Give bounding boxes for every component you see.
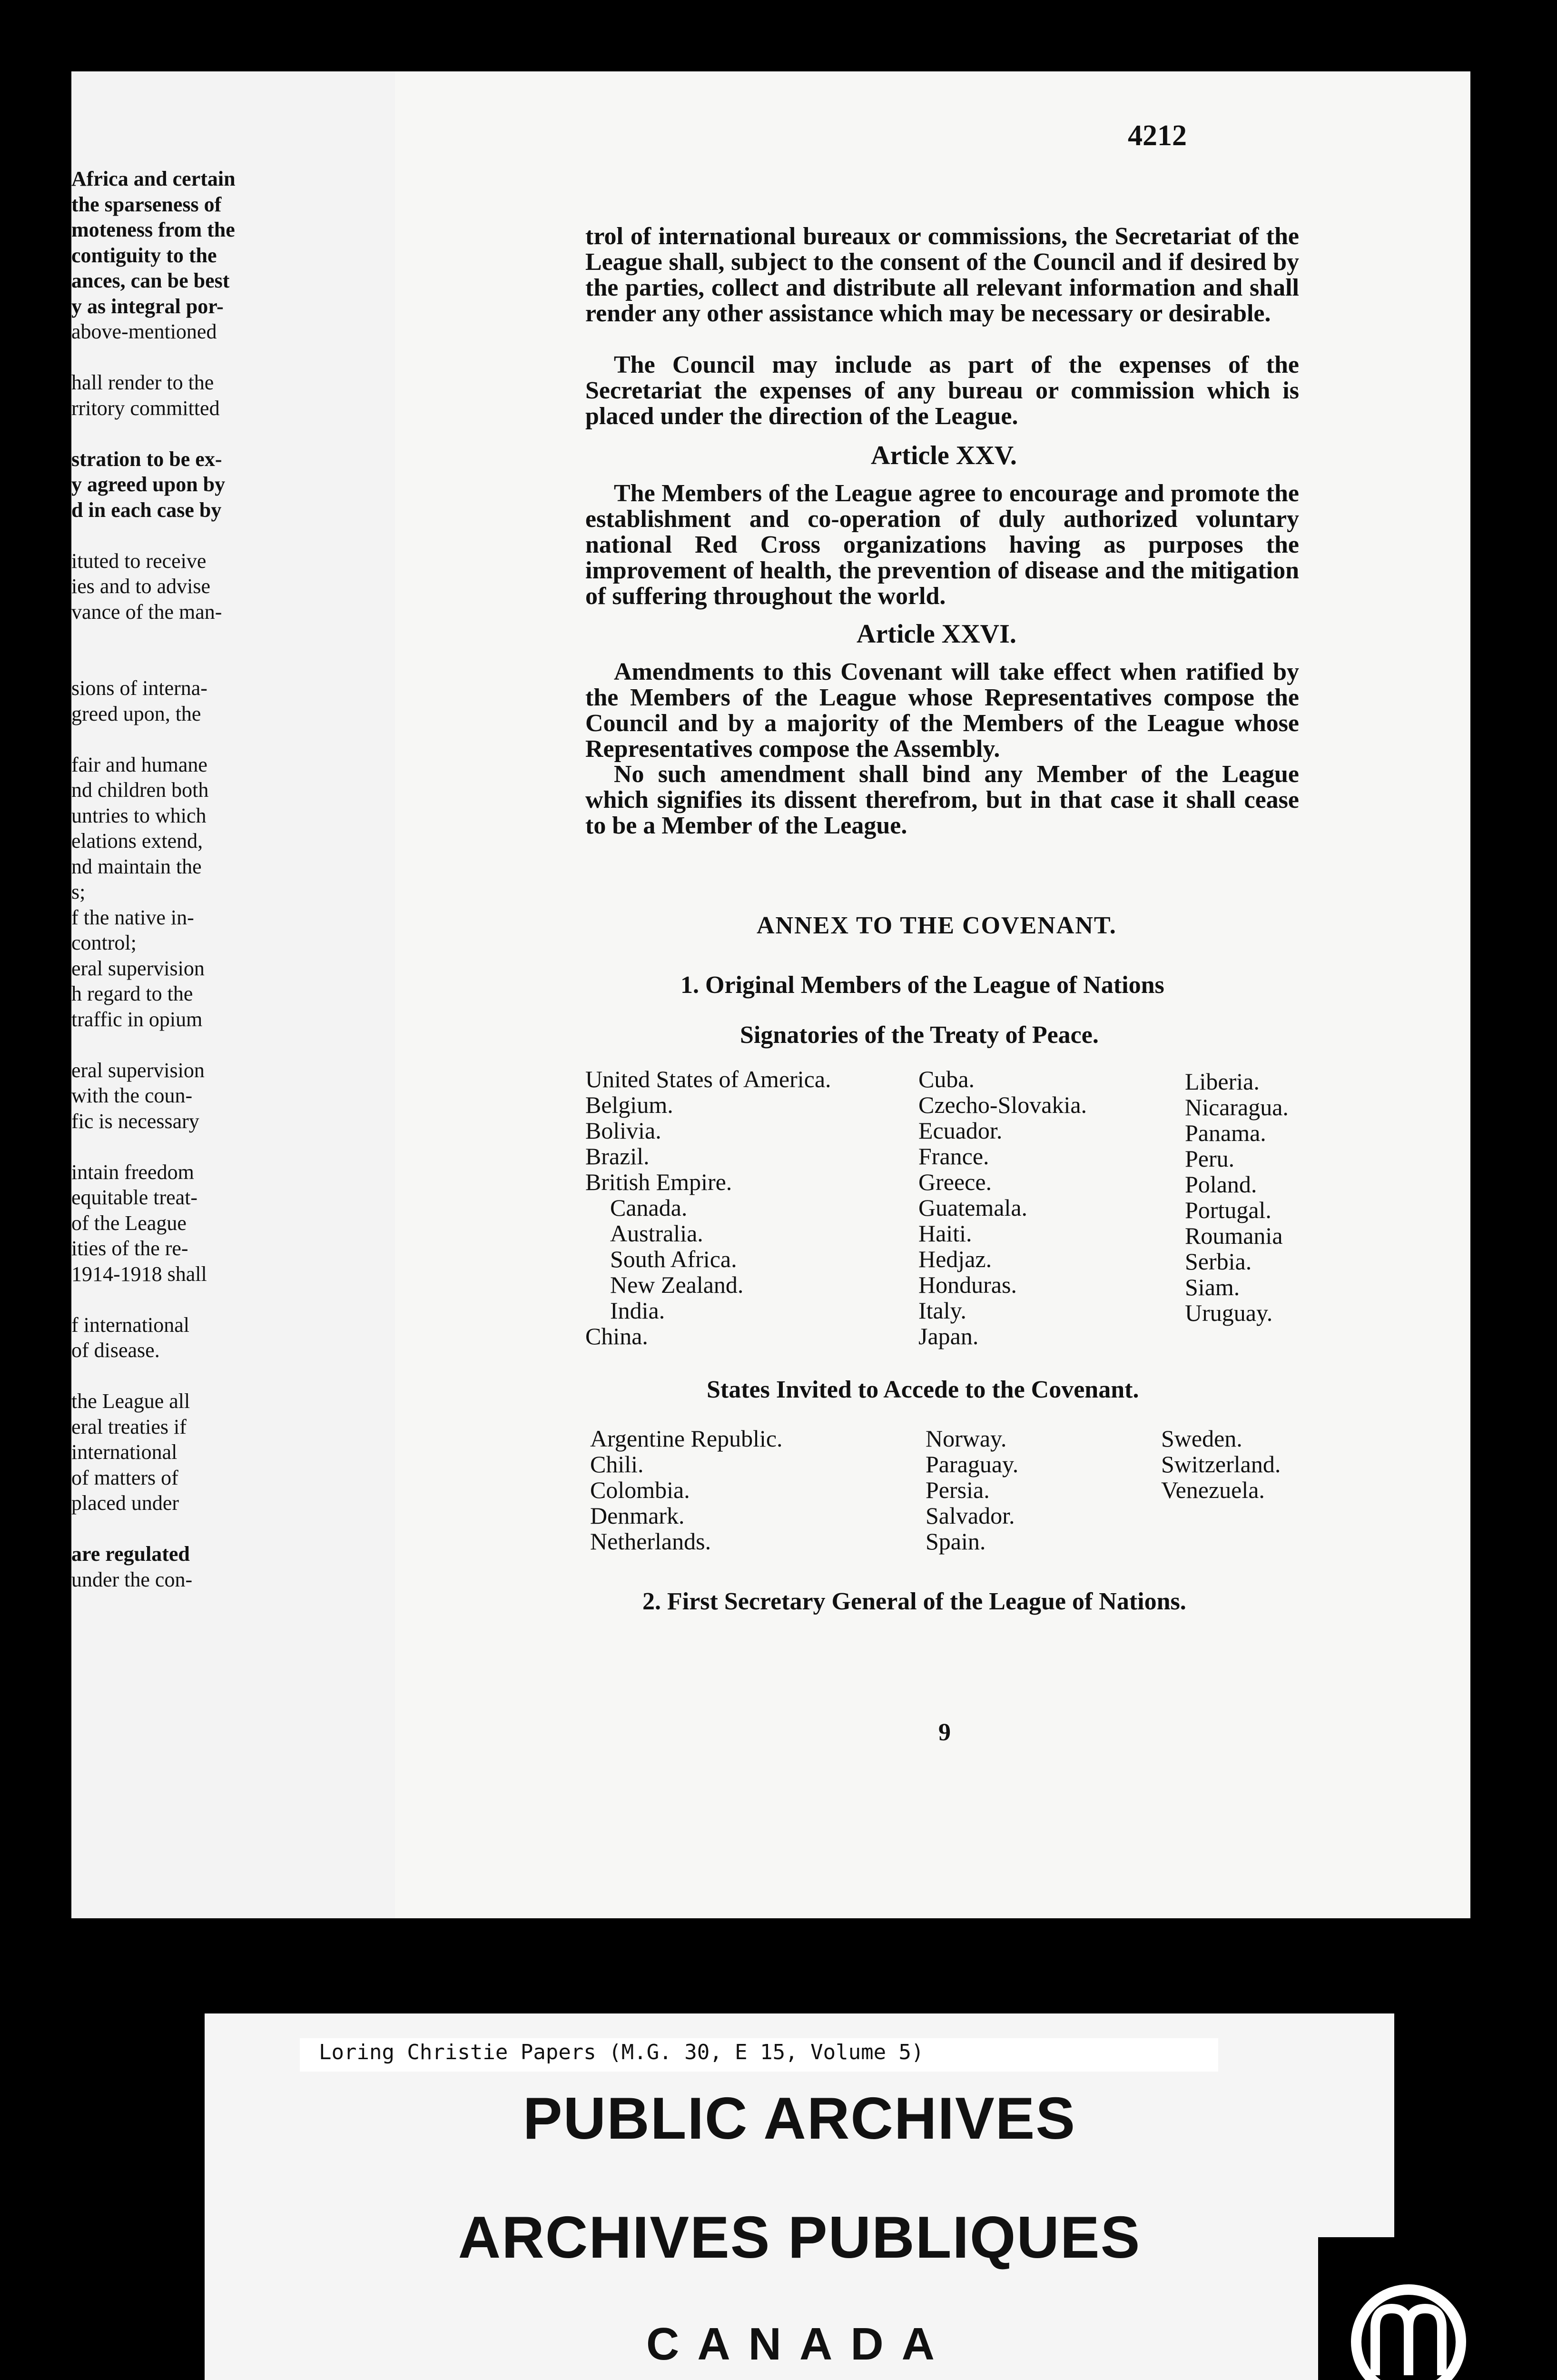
country-name: Portugal. [1185,1197,1271,1223]
country-name: Bolivia. [585,1117,661,1144]
left-page-line: stration to be ex- [71,447,222,471]
invited-column-2 [926,1426,1018,1554]
left-page-line: 1914-1918 shall [71,1262,207,1286]
stamp-title-french: ARCHIVES PUBLIQUES [458,2205,1141,2271]
left-page-line: greed upon, the [71,702,201,725]
country-name: India. [610,1297,665,1324]
page-number-bottom: 9 [938,1719,951,1746]
left-page-line: of the League [71,1211,187,1235]
country-name: Cuba. [918,1066,975,1092]
country-name: Netherlands. [590,1528,711,1555]
left-page-line: intain freedom [71,1160,194,1184]
signatories-heading: Signatories of the Treaty of Peace. [740,1021,1099,1049]
country-name: Siam. [1185,1274,1240,1300]
signatories-column-1 [585,1066,831,1349]
left-page-line: of disease. [71,1339,160,1362]
section-2-heading: 2. First Secretary General of the League of Nations. [642,1588,1186,1615]
country-name: Uruguay. [1185,1299,1273,1326]
left-page-line: are regulated [71,1542,190,1566]
country-name: Roumania [1185,1222,1283,1249]
left-page-line: contiguity to the [71,243,217,267]
left-page-line: f the native in- [71,905,194,929]
country-name: Japan. [918,1323,979,1349]
country-name: Panama. [1185,1120,1266,1146]
left-page-line: fic is necessary [71,1109,199,1133]
left-page-line: d in each case by [71,498,222,522]
collection-caption [300,2038,1218,2072]
left-page-line: of matters of [71,1466,178,1489]
left-page-line: rritory committed [71,396,220,420]
country-name: Salvador. [926,1502,1015,1529]
country-name: Australia. [610,1220,703,1247]
section-1-heading: 1. Original Members of the League of Nations [680,972,1164,999]
country-name: Belgium. [585,1091,673,1118]
left-page-line: f international [71,1313,190,1337]
country-name: Serbia. [1185,1248,1252,1275]
stamp-title-english: PUBLIC ARCHIVES [522,2086,1076,2152]
left-page-line: placed under [71,1491,179,1515]
paragraph-secretariat: trol of international bureaux or commissions, the Secretariat of the League shall, subject to the consent of the Council and if desired by the parties, collect and distribute all relevant information and shall render any other assistance which may be necessary or desirable. [585,223,1299,327]
article-25-text: The Members of the League agree to encourage and promote the establishment and co-operation of duly authorized voluntary national Red Cross organizations having as purposes the improvement of health, the prevention of disease and the mitigation of suffering throughout the world. [585,480,1299,610]
left-page-fragment [71,71,419,1918]
left-page-line: elations extend, [71,829,203,853]
country-name: Venezuela. [1161,1477,1265,1503]
left-page-line: ituted to receive [71,549,207,573]
invited-states-heading: States Invited to Accede to the Covenant. [707,1376,1139,1403]
country-name: Peru. [1185,1145,1235,1172]
country-name: Czecho-Slovakia. [918,1091,1087,1118]
country-name: Norway. [926,1425,1007,1452]
country-name: Guatemala. [918,1194,1028,1221]
country-name: South Africa. [610,1246,737,1272]
left-page-line: y as integral por- [71,294,224,318]
left-page-line: moteness from the [71,218,235,241]
left-page-line: ances, can be best [71,269,230,292]
left-page-line: equitable treat- [71,1186,198,1209]
signatories-column-2 [918,1066,1087,1349]
country-name: Greece. [918,1169,992,1195]
left-page-line: control; [71,931,137,954]
left-page-line: vance of the man- [71,600,222,624]
left-page-line: ities of the re- [71,1237,188,1260]
article-26-heading: Article XXVI. [857,619,1016,649]
country-name: United States of America. [585,1066,831,1092]
country-name: Denmark. [590,1502,685,1529]
country-name: France. [918,1143,989,1170]
left-page-line: the sparseness of [71,192,222,216]
country-name: Canada. [610,1194,688,1221]
left-page-line: y agreed upon by [71,473,226,496]
country-name: Ecuador. [918,1117,1003,1144]
country-name: Chili. [590,1451,644,1478]
left-page-line: s; [71,880,86,903]
country-name: Argentine Republic. [590,1425,783,1452]
country-name: Switzerland. [1161,1451,1281,1478]
left-page-line: eral supervision [71,1058,205,1082]
country-name: Colombia. [590,1477,690,1503]
article-26-text-2: No such amendment shall bind any Member of the League which signifies its dissent therefrom, but in that case it shall cease to be a Member of the League. [585,761,1299,839]
country-name: Poland. [1185,1171,1257,1198]
left-page-line: Africa and certain [71,167,236,190]
country-name: Persia. [926,1477,990,1503]
collection-caption-text: Loring Christie Papers (M.G. 30, E 15, Volume 5) [319,2040,924,2064]
paragraph-council-expenses: The Council may include as part of the expenses of the Secretariat the expenses of any bureau or commission which is placed under the direction of the League. [585,351,1299,430]
annex-title: ANNEX TO THE COVENANT. [757,912,1117,939]
left-page-line: sions of interna- [71,676,207,700]
signatories-column-3 [1185,1069,1289,1326]
country-name: Spain. [926,1528,986,1555]
country-name: New Zealand. [610,1271,744,1298]
left-page-line: nd maintain the [71,854,202,878]
country-name: Italy. [918,1297,966,1324]
left-page-line: ies and to advise [71,575,211,598]
document-page [395,71,1470,1918]
left-page-line: h regard to the [71,982,193,1005]
left-page-line: traffic in opium [71,1007,203,1031]
stamp-country: CANADA [646,2319,953,2370]
left-page-line: under the con- [71,1567,193,1591]
article-25-heading: Article XXV. [871,441,1017,470]
article-26-text-1: Amendments to this Covenant will take effect when ratified by the Members of the League whose Representatives compose the Council and by a majority of the Members of the League whose Representatives compose the Assembly. [585,658,1299,763]
left-page-line: eral supervision [71,956,205,980]
left-page-line: untries to which [71,803,207,827]
country-name: China. [585,1323,648,1349]
left-page-line: the League all [71,1389,190,1413]
invited-column-3 [1161,1426,1281,1503]
country-name: Nicaragua. [1185,1094,1289,1121]
country-name: Brazil. [585,1143,650,1170]
country-name: Paraguay. [926,1451,1019,1478]
country-name: Sweden. [1161,1425,1242,1452]
country-name: Hedjaz. [918,1246,992,1272]
page-number-top: 4212 [1128,119,1187,152]
country-name: Haiti. [918,1220,972,1247]
archives-canada-logo-icon [1318,2237,1499,2380]
country-name: Liberia. [1185,1068,1260,1095]
invited-column-1 [590,1426,783,1554]
left-page-line: international [71,1440,177,1464]
left-page-line: hall render to the [71,371,214,394]
left-page-line: eral treaties if [71,1415,187,1438]
left-page-line: nd children both [71,778,209,802]
left-page-line: above-mentioned [71,320,217,343]
country-name: British Empire. [585,1169,732,1195]
country-name: Honduras. [918,1271,1017,1298]
left-page-line: fair and humane [71,753,207,776]
left-page-line: with the coun- [71,1084,193,1107]
